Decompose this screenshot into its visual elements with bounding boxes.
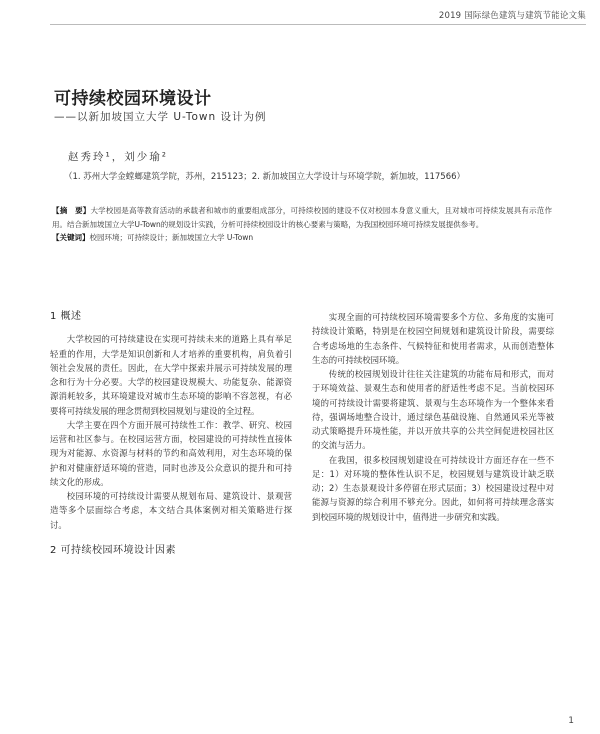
paper-subtitle: ——以新加坡国立大学 U-Town 设计为例	[54, 111, 267, 123]
page-number: 1	[568, 716, 574, 726]
paper-title: 可持续校园环境设计	[54, 89, 212, 109]
header-rule	[50, 24, 586, 25]
paragraph: 实现全面的可持续校园环境需要多个方位、多角度的实施可持续设计策略，特别是在校园空间规划和建筑设计阶段，需要综合考虑场地的生态条件、气候特征和使用者需求，从而创造整体生态的可持续校园环境。	[312, 312, 554, 365]
right-column	[312, 310, 554, 524]
abstract-label: 【摘 要】	[52, 206, 91, 215]
paragraph: 在我国，很多校园规划建设在可持续设计方面还存在一些不足：1）对环境的整体性认识不足，校园规划与建筑设计缺乏联动；2）生态景观设计多停留在形式层面；3）校园建设过程中对能源与资源的综合利用不够充分。因此，如何将可持续理念落实到校园环境的规划设计中，值得进一步研究和实践。	[312, 454, 554, 522]
paragraph: 大学校园的可持续建设在实现可持续未来的道路上具有举足轻重的作用，大学是知识创新和人才培养的重要机构，肩负着引领社会发展的责任。因此，在大学中探索并展示可持续发展的理念和行为十分必要。大学的校园建设规模大、功能复杂、能源资源消耗较多，其环境建设对城市生态环境的影响不容忽视，有必要将可持续发展的理念贯彻到校园规划与建设的全过程。	[50, 334, 292, 416]
paragraph: 传统的校园规划设计往往关注建筑的功能布局和形式，而对于环境效益、景观生态和使用者的舒适性考虑不足。当前校园环境的可持续设计需要将建筑、景观与生态环境作为一个整体来看待，强调场地整合设计，通过绿色基础设施、自然通风采光等被动式策略提升环境性能，并以开放共享的公共空间促进校园社区的交流与活力。	[312, 369, 554, 451]
paragraph: 大学主要在四个方面开展可持续性工作：教学、研究、校园运营和社区参与。在校园运营方面，校园建设的可持续性直接体现为对能源、水资源与材料的节约和高效利用，对生态环境的保护和对健康舒适环境的营造，同时也涉及公众意识的提升和可持续文化的形成。	[50, 419, 292, 487]
paragraph: 校园环境的可持续设计需要从规划布局、建筑设计、景观营造等多个层面综合考虑，本文结合具体案例对相关策略进行探讨。	[50, 491, 292, 530]
keywords-text: 校园环境；可持续设计；新加坡国立大学 U-Town	[89, 233, 254, 243]
section-2-heading: 2 可持续校园环境设计因素	[50, 544, 177, 556]
keywords-label: 【关键词】	[52, 233, 90, 243]
section-1-heading: 1 概述	[50, 311, 82, 322]
left-column	[50, 310, 292, 566]
affiliation: （1. 苏州大学金螳螂建筑学院，苏州，215123；2. 新加坡国立大学设计与环境学院，新加坡，117566）	[64, 172, 466, 182]
abstract-block	[52, 204, 552, 245]
running-head: 2019 国际绿色建筑与建筑节能论文集	[438, 11, 586, 21]
authors: 赵秀玲¹，刘少瑜²	[68, 151, 168, 163]
abstract-text: 大学校园是高等教育活动的承载者和城市的重要组成部分，可持续校园的建设不仅对校园本身意义重大，且对城市可持续发展具有示范作用。结合新加坡国立大学U-Town的规划设计实践，分析可持续校园设计的核心要素与策略，为我国校园环境可持续发展提供参考。	[52, 206, 553, 229]
